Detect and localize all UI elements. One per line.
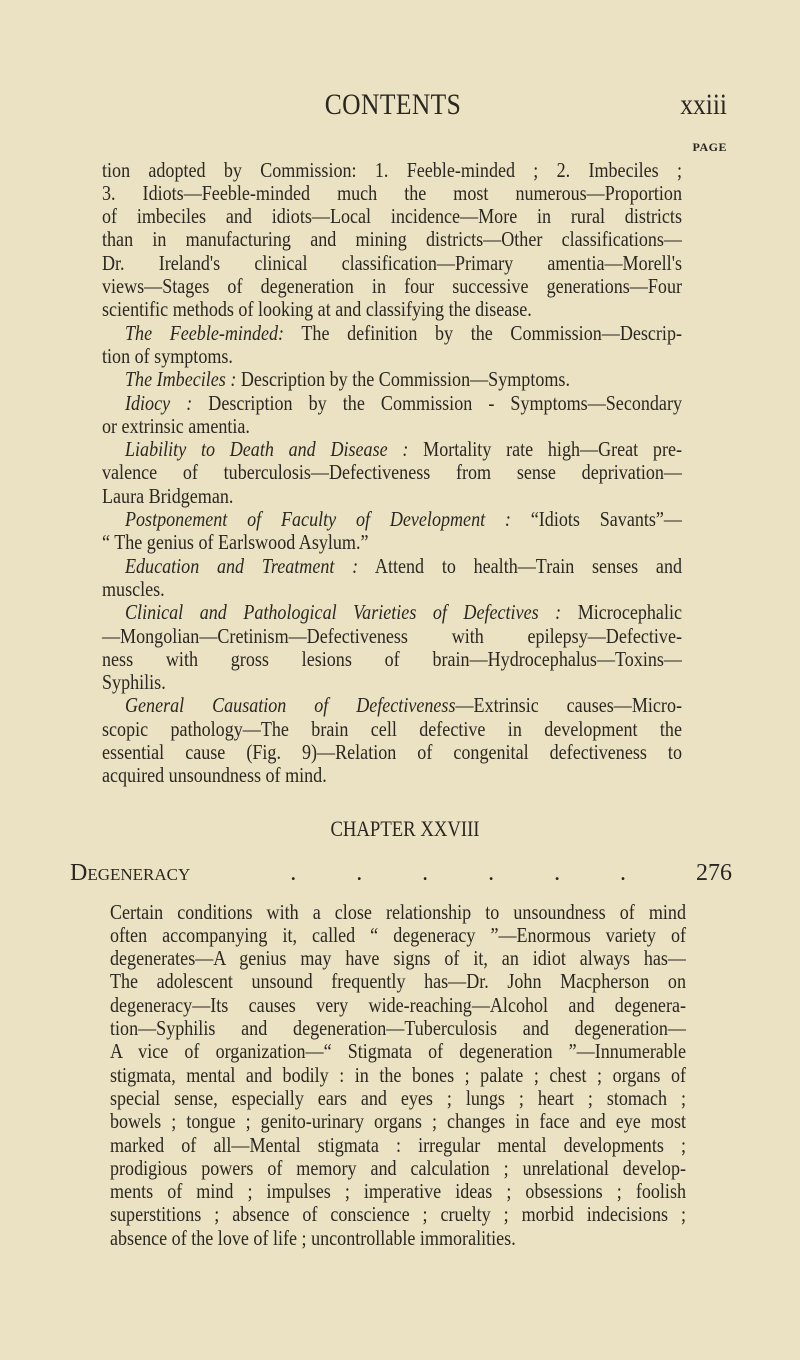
text-line	[125, 694, 682, 717]
text-line	[102, 298, 682, 321]
text-line	[110, 1040, 686, 1063]
text-line	[102, 252, 682, 275]
text-line	[102, 159, 682, 182]
text-line	[125, 508, 682, 531]
text-line	[102, 345, 682, 368]
line-text: often accompanying it, called “ degeneracy ”—Enormous variety of	[110, 922, 686, 947]
line-text: special sense, especially ears and eyes ; lungs ; heart ; stomach ;	[110, 1085, 686, 1110]
text-line	[110, 1203, 686, 1226]
line-text: views—Stages of degeneration in four successive generations—Four	[102, 274, 682, 298]
text-line	[110, 970, 686, 993]
line-text: Attend to health—Train senses and	[358, 553, 683, 578]
line-text: 3. Idiots—Feeble-minded much the most numerous—Proportion	[102, 180, 682, 205]
leader-dots	[190, 860, 696, 887]
text-line	[110, 994, 686, 1017]
text-line	[125, 322, 682, 345]
text-line	[110, 1110, 686, 1133]
line-text: essential cause (Fig. 9)—Relation of congenital defectiveness to	[102, 740, 682, 764]
text-line	[102, 741, 682, 764]
toc-entry-degeneracy[interactable]	[70, 860, 732, 887]
line-text: or extrinsic amentia.	[102, 413, 250, 438]
line-text: —Extrinsic causes—Micro-	[455, 693, 682, 718]
topic-heading: The Feeble-minded:	[125, 320, 285, 345]
text-line	[102, 461, 682, 484]
text-line	[110, 901, 686, 924]
text-line	[110, 1134, 686, 1157]
line-text: absence of the love of life ; uncontrollable immoralities.	[110, 1225, 516, 1250]
line-text: prodigious powers of memory and calculation ; unrelational develop-	[110, 1155, 686, 1180]
line-text: Microcephalic	[561, 600, 682, 625]
line-text: superstitions ; absence of conscience ; cruelty ; morbid indecisions ;	[110, 1202, 686, 1227]
line-text: degenerates—A genius may have signs of it, an idiot always has—	[110, 946, 686, 971]
line-text: tion—Syphilis and degeneration—Tuberculosis and degeneration—	[110, 1016, 686, 1040]
text-line	[102, 764, 682, 787]
text-line	[102, 205, 682, 228]
line-text: valence of tuberculosis—Defectiveness from sense deprivation—	[102, 460, 682, 485]
text-line	[110, 924, 686, 947]
line-text: ness with gross lesions of brain—Hydrocephalus—Toxins—	[102, 646, 682, 671]
text-line	[102, 485, 682, 508]
line-text: The adolescent unsound frequently has—Dr. John Macpherson on	[110, 969, 686, 994]
leader-dot: .	[554, 860, 561, 886]
text-line	[110, 1157, 686, 1180]
topic-heading: General Causation of Defectiveness	[125, 693, 456, 718]
leader-dot: .	[290, 860, 297, 886]
line-text: Dr. Ireland's clinical classification—Primary amentia—Morell's	[102, 250, 682, 275]
text-line	[110, 1227, 686, 1250]
line-text: Syphilis.	[102, 670, 166, 695]
line-text: scientific methods of looking at and classifying the disease.	[102, 297, 532, 322]
line-text: “Idiots Savants”—	[510, 507, 682, 531]
text-line	[102, 648, 682, 671]
leader-dot: .	[488, 860, 495, 886]
text-line	[110, 1064, 686, 1087]
page-column-label: PAGE	[692, 140, 727, 154]
topic-heading: Clinical and Pathological Varieties of Defectives :	[125, 600, 562, 625]
line-text: than in manufacturing and mining districts—Other classifications—	[102, 227, 682, 252]
line-text: degeneracy—Its causes very wide-reaching—Alcohol and degenera-	[110, 992, 686, 1017]
line-text: tion of symptoms.	[102, 343, 233, 368]
text-line	[102, 415, 682, 438]
text-line	[102, 718, 682, 741]
line-text: “ The genius of Earlswood Asylum.”	[102, 530, 369, 555]
text-line	[102, 671, 682, 694]
text-line	[102, 228, 682, 251]
line-text: A vice of organization—“ Stigmata of degeneration ”—Innumerable	[110, 1039, 686, 1064]
topic-heading: Education and Treatment :	[125, 553, 359, 578]
toc-entry-title: Degeneracy	[70, 860, 191, 886]
line-text: ments of mind ; impulses ; imperative ideas ; obsessions ; foolish	[110, 1179, 686, 1204]
text-line	[102, 578, 682, 601]
line-text: scopic pathology—The brain cell defective in development the	[102, 716, 682, 741]
text-line	[102, 275, 682, 298]
page-number: xxiii	[680, 88, 727, 121]
toc-entry-page: 276	[696, 860, 732, 886]
chapter-heading: CHAPTER XXVIII	[330, 816, 480, 841]
leader-dot: .	[422, 860, 429, 886]
text-line	[110, 947, 686, 970]
line-text: muscles.	[102, 576, 165, 601]
running-head-title: CONTENTS	[324, 88, 462, 121]
line-text: tion adopted by Commission: 1. Feeble-minded ; 2. Imbeciles ;	[102, 157, 682, 182]
leader-dot: .	[620, 860, 627, 886]
text-line	[125, 392, 682, 415]
line-text: Description by the Commission—Symptoms.	[236, 367, 570, 392]
line-text: Certain conditions with a close relationship to unsoundness of mind	[110, 899, 686, 924]
text-line	[110, 1180, 686, 1203]
text-line	[110, 1017, 686, 1040]
text-line	[125, 438, 682, 461]
line-text: Description by the Commission - Symptoms—Secondary	[192, 390, 682, 415]
line-text: Laura Bridgeman.	[102, 483, 234, 508]
text-line	[110, 1087, 686, 1110]
text-line	[102, 182, 682, 205]
topic-heading: Idiocy :	[125, 390, 193, 415]
line-text: stigmata, mental and bodily : in the bones ; palate ; chest ; organs of	[110, 1062, 686, 1087]
line-text: marked of all—Mental stigmata : irregular mental developments ;	[110, 1132, 686, 1157]
line-text: of imbeciles and idiots—Local incidence—More in rural districts	[102, 204, 682, 229]
topic-heading: The Imbeciles :	[125, 367, 237, 392]
topic-heading: Postponement of Faculty of Development :	[125, 507, 511, 531]
line-text: Mortality rate high—Great pre-	[408, 437, 682, 462]
line-text: The definition by the Commission—Descrip-	[284, 320, 682, 345]
text-line	[125, 368, 682, 391]
text-line	[125, 601, 682, 624]
leader-dot: .	[356, 860, 363, 886]
text-line	[102, 625, 682, 648]
line-text: —Mongolian—Cretinism—Defectiveness with epilepsy—Defective-	[102, 623, 682, 648]
text-line	[125, 555, 682, 578]
line-text: acquired unsoundness of mind.	[102, 763, 327, 788]
text-line	[102, 531, 682, 554]
topic-heading: Liability to Death and Disease :	[125, 437, 409, 462]
line-text: bowels ; tongue ; genito-urinary organs ; changes in face and eye most	[110, 1109, 686, 1134]
